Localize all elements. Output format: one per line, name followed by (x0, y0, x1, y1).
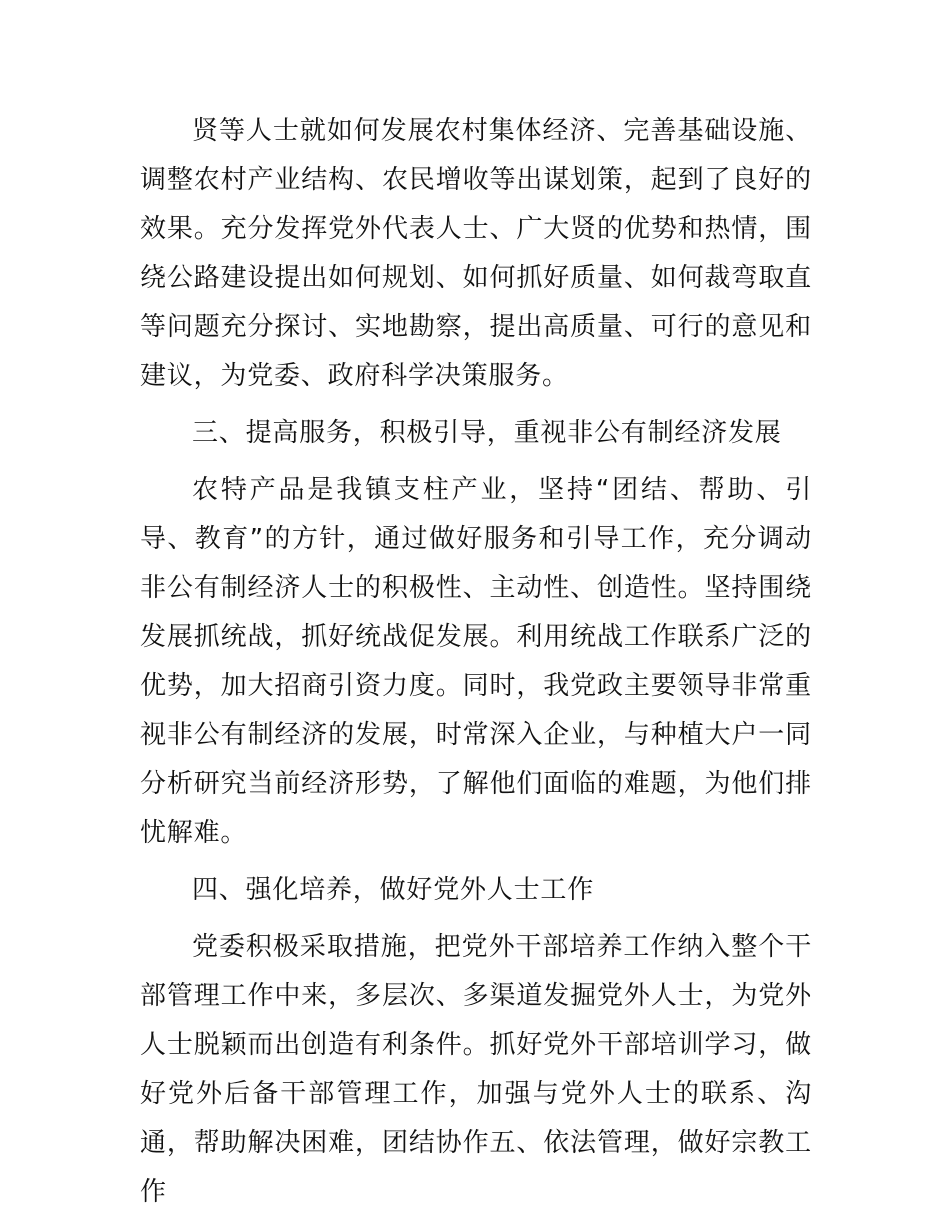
document-page (140, 107, 812, 1225)
section-heading-four: 四、强化培养，做好党外人士工作 (192, 875, 595, 905)
paragraph-non-public-economy: 农特产品是我镇支柱产业，坚持“团结、帮助、引导、教育”的方针，通过做好服务和引导工作，充分调动非公有制经济人士的积极性、主动性、创造性。坚持围绕发展抓统战，抓好统战促发展。利用统战工作联系广泛的优势，加大招商引资力度。同时，我党政主要领导非常重视非公有制经济的发展，时常深入企业，与种植大户一同分析研究当前经济形势，了解他们面临的难题，为他们排忧解难。 (140, 475, 812, 848)
paragraph-rural-development: 贤等人士就如何发展农村集体经济、完善基础设施、调整农村产业结构、农民增收等出谋划策，起到了良好的效果。充分发挥党外代表人士、广大贤的优势和热情，围绕公路建设提出如何规划、如何抓好质量、如何裁弯取直等问题充分探讨、实地勘察，提出高质量、可行的意见和建议，为党委、政府科学决策服务。 (140, 116, 812, 391)
section-heading-three: 三、提高服务，积极引导，重视非公有制经济发展 (192, 418, 782, 448)
paragraph-cadre-training: 党委积极采取措施，把党外干部培养工作纳入整个干部管理工作中来，多层次、多渠道发掘党外人士，为党外人士脱颖而出创造有利条件。抓好党外干部培训学习，做好党外后备干部管理工作，加强与党外人士的联系、沟通，帮助解决困难，团结协作五、依法管理，做好宗教工作 (140, 932, 812, 1207)
